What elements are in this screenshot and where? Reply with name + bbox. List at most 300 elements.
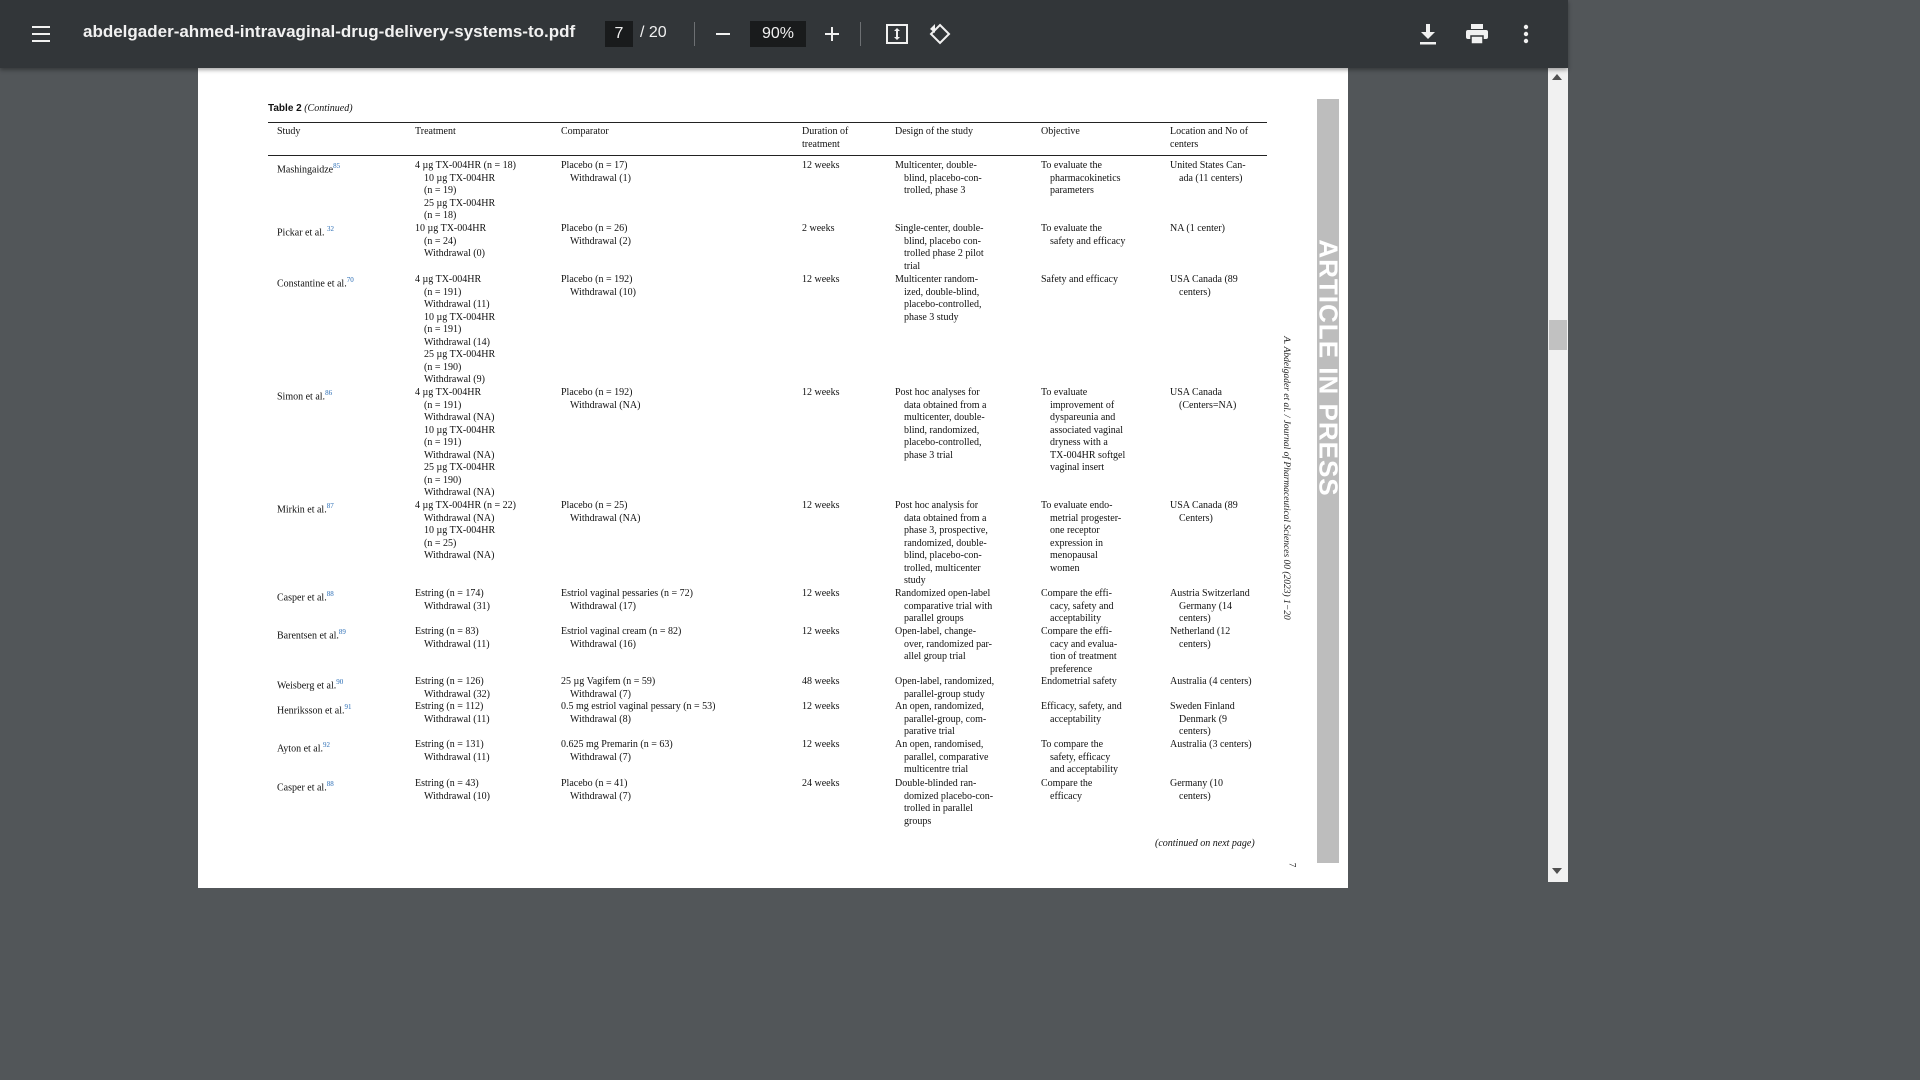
cell-comparator <box>561 588 693 613</box>
cell-line: trial <box>904 260 921 272</box>
cell-study <box>277 500 334 517</box>
cell-duration <box>802 223 835 236</box>
cell-line: Australia (4 centers) <box>1170 676 1252 687</box>
header-location: Location and No of centers <box>1170 126 1249 150</box>
hamburger-menu-icon[interactable] <box>24 18 58 50</box>
cell-line: (n = 19) <box>424 185 457 196</box>
cell-line: trolled, phase 3 <box>904 185 966 196</box>
cell-line: 25 µg TX-004HR <box>424 349 496 360</box>
cell-line: Double-blinded ran- <box>895 778 977 789</box>
cell-line: centers) <box>1179 286 1211 298</box>
cell-line: 12 weeks <box>802 701 840 712</box>
cell-line: vaginal insert <box>1050 462 1105 473</box>
cell-line: placebo-controlled, <box>904 437 982 448</box>
cell-line: centers) <box>1179 726 1211 737</box>
cell-line: Withdrawal (14) <box>424 336 490 348</box>
reference-link[interactable]: 86 <box>325 389 333 397</box>
cell-comparator <box>561 701 716 726</box>
cell-line: Estring (n = 83) <box>415 626 479 637</box>
scrollbar-thumb[interactable] <box>1549 320 1567 350</box>
cell-line: trolled phase 2 pilot <box>904 248 984 259</box>
more-vertical-icon[interactable] <box>1512 20 1540 48</box>
cell-line: Placebo (n = 26) <box>561 223 628 234</box>
cell-line: 24 weeks <box>802 778 840 789</box>
cell-line: Estring (n = 112) <box>415 701 484 712</box>
header-comparator: Comparator <box>561 126 609 137</box>
cell-line: An open, randomised, <box>895 739 984 750</box>
cell-line: ada (11 centers) <box>1179 172 1243 184</box>
cell-line: blind, placebo-con- <box>904 550 982 561</box>
reference-link[interactable]: 85 <box>333 162 341 170</box>
reference-link[interactable]: 32 <box>326 225 334 233</box>
pdf-toolbar <box>0 0 1568 68</box>
cell-line: Placebo (n = 17) <box>561 160 628 171</box>
cell-line: 10 µg TX-004HR <box>424 172 496 184</box>
cell-line: ized, double-blind, <box>904 286 980 298</box>
cell-location <box>1170 387 1236 412</box>
cell-comparator <box>561 500 640 525</box>
rotate-icon[interactable] <box>926 20 954 48</box>
cell-line: efficacy <box>1050 790 1083 802</box>
cell-line: Withdrawal (1) <box>570 172 631 184</box>
cell-line: Withdrawal (11) <box>424 713 490 725</box>
cell-line: centers) <box>1179 613 1211 624</box>
page-number-input[interactable]: 7 <box>605 21 633 47</box>
cell-line: Withdrawal (0) <box>424 248 485 259</box>
cell-line: An open, randomized, <box>895 701 984 712</box>
cell-line: Withdrawal (NA) <box>424 512 495 524</box>
cell-line: parative trial <box>904 726 955 737</box>
cell-line: To evaluate the <box>1041 223 1102 234</box>
cell-line: Germany (14 <box>1179 600 1233 612</box>
cell-line: To compare the <box>1041 739 1104 750</box>
cell-line: Withdrawal (NA) <box>424 449 495 461</box>
cell-design <box>895 739 988 777</box>
cell-line: cacy and evalua- <box>1050 638 1118 650</box>
header-treatment: Treatment <box>415 126 456 137</box>
cell-line: Withdrawal (31) <box>424 600 490 612</box>
cell-comparator <box>561 387 640 412</box>
cell-location <box>1170 588 1250 626</box>
cell-line: Centers) <box>1179 512 1213 524</box>
cell-line: Denmark (9 <box>1179 713 1228 725</box>
cell-duration <box>802 701 840 714</box>
cell-line: 25 µg TX-004HR <box>424 462 496 473</box>
cell-study <box>277 739 330 756</box>
cell-study <box>277 778 334 795</box>
cell-line: phase 3 trial <box>904 449 953 461</box>
cell-treatment <box>415 223 486 261</box>
vertical-scrollbar[interactable] <box>1548 68 1568 882</box>
cell-line: comparative trial with <box>904 600 993 612</box>
cell-study <box>277 387 332 404</box>
print-icon[interactable] <box>1463 20 1491 48</box>
cell-line: Efficacy, safety, and <box>1041 701 1122 712</box>
cell-line: centers) <box>1179 790 1211 802</box>
cell-line: 0.5 mg estriol vaginal pessary (n = 53) <box>561 701 716 712</box>
cell-line: 12 weeks <box>802 626 840 637</box>
cell-line: 4 µg TX-004HR <box>415 274 482 285</box>
cell-line: improvement of <box>1050 399 1115 411</box>
cell-design <box>895 500 988 588</box>
cell-line: USA Canada (89 <box>1170 274 1238 285</box>
cell-design <box>895 701 986 739</box>
cell-line: 0.625 mg Premarin (n = 63) <box>561 739 673 750</box>
cell-line: metrial progester- <box>1050 512 1122 524</box>
cell-line: Open-label, change- <box>895 626 977 637</box>
cell-line: Withdrawal (NA) <box>570 512 641 524</box>
file-title: abdelgader-ahmed-intravaginal-drug-delivery-systems-to.pdf <box>83 22 576 41</box>
cell-line: women <box>1050 562 1080 574</box>
cell-line: placebo-controlled, <box>904 299 982 310</box>
cell-line: Estriol vaginal pessaries (n = 72) <box>561 588 693 599</box>
cell-line: trolled, multicenter <box>904 562 981 574</box>
cell-line: (n = 190) <box>424 361 462 373</box>
cell-duration <box>802 274 840 287</box>
cell-line: (n = 190) <box>424 474 462 486</box>
cell-comparator <box>561 778 631 803</box>
cell-line: and acceptability <box>1050 764 1119 775</box>
cell-comparator <box>561 160 631 185</box>
cell-line: Compare the effi- <box>1041 626 1112 637</box>
cell-line: 10 µg TX-004HR <box>424 311 496 323</box>
cell-line: Withdrawal (32) <box>424 688 490 700</box>
cell-line: parallel groups <box>904 613 964 624</box>
cell-line: randomized, double- <box>904 537 987 549</box>
cell-line: (n = 191) <box>424 437 462 448</box>
cell-line: Post hoc analysis for <box>895 500 979 511</box>
cell-line: parallel, comparative <box>904 751 989 763</box>
study-name: Pickar et al. <box>277 227 327 239</box>
cell-line: blind, randomized, <box>904 424 980 436</box>
cell-objective <box>1041 387 1125 475</box>
cell-line: Withdrawal (7) <box>570 688 631 700</box>
cell-line: 4 µg TX-004HR (n = 22) <box>415 500 516 511</box>
cell-line: Randomized open-label <box>895 588 991 599</box>
cell-line: Multicenter, double- <box>895 160 977 171</box>
cell-line: dyspareunia and <box>1050 412 1116 423</box>
cell-treatment <box>415 500 516 563</box>
cell-duration <box>802 626 840 639</box>
cell-treatment <box>415 160 516 223</box>
cell-study <box>277 223 334 240</box>
cell-line: parameters <box>1050 185 1094 196</box>
cell-study <box>277 626 346 643</box>
cell-line: To evaluate the <box>1041 160 1102 171</box>
reference-link[interactable]: 91 <box>344 703 352 711</box>
cell-design <box>895 626 992 664</box>
cell-line: Single-center, double- <box>895 223 984 234</box>
header-study: Study <box>277 126 301 137</box>
study-name: Weisberg et al. <box>277 680 337 692</box>
cell-location <box>1170 500 1238 525</box>
header-duration: Duration of treatment <box>802 126 849 150</box>
cell-line: allel group trial <box>904 651 966 662</box>
cell-line: Estring (n = 43) <box>415 778 479 789</box>
cell-line: USA Canada (89 <box>1170 500 1238 511</box>
cell-line: (n = 191) <box>424 399 462 411</box>
cell-line: 48 weeks <box>802 676 840 687</box>
cell-location <box>1170 778 1223 803</box>
cell-line: 25 µg TX-004HR <box>424 197 496 209</box>
cell-line: Compare the <box>1041 778 1093 789</box>
cell-comparator <box>561 676 655 701</box>
cell-line: blind, placebo-con- <box>904 172 982 184</box>
cell-line: TX-004HR softgel <box>1050 449 1126 461</box>
study-name: Ayton et al. <box>277 743 324 755</box>
cell-line: multicentre trial <box>904 764 969 775</box>
cell-line: Australia (3 centers) <box>1170 739 1252 750</box>
study-name: Henriksson et al. <box>277 705 345 717</box>
cell-line: 12 weeks <box>802 739 840 750</box>
cell-objective <box>1041 223 1125 248</box>
cell-line: Withdrawal (11) <box>424 299 490 310</box>
cell-line: Placebo (n = 41) <box>561 778 628 789</box>
cell-line: Post hoc analyses for <box>895 387 980 398</box>
cell-line: data obtained from a <box>904 399 987 411</box>
cell-line: one receptor <box>1050 525 1100 536</box>
cell-line: 12 weeks <box>802 274 840 285</box>
cell-line: (n = 191) <box>424 286 462 298</box>
cell-line: groups <box>904 815 932 827</box>
cell-study <box>277 701 352 718</box>
cell-line: trolled in parallel <box>904 803 973 814</box>
cell-design <box>895 778 993 828</box>
cell-location <box>1170 676 1252 689</box>
cell-line: Austria Switzerland <box>1170 588 1250 599</box>
cell-study <box>277 588 334 605</box>
cell-design <box>895 676 994 701</box>
cell-line: To evaluate endo- <box>1041 500 1113 511</box>
cell-design <box>895 588 992 626</box>
cell-line: Withdrawal (17) <box>570 600 636 612</box>
cell-treatment <box>415 739 490 764</box>
zoom-in-button[interactable] <box>818 20 846 48</box>
cell-line: 4 µg TX-004HR (n = 18) <box>415 160 516 171</box>
cell-location <box>1170 274 1238 299</box>
cell-comparator <box>561 223 631 248</box>
page-total: / 20 <box>640 24 667 41</box>
cell-line: domized placebo-con- <box>904 790 994 802</box>
fit-to-page-icon[interactable] <box>884 20 910 48</box>
cell-line: phase 3, prospective, <box>904 525 988 536</box>
study-name: Casper et al. <box>277 592 327 604</box>
cell-line: Estring (n = 126) <box>415 676 484 687</box>
cell-line: acceptability <box>1050 613 1102 624</box>
cell-line: data obtained from a <box>904 512 987 524</box>
cell-study <box>277 160 340 177</box>
cell-treatment <box>415 626 490 651</box>
cell-duration <box>802 500 840 513</box>
cell-study <box>277 676 343 693</box>
cell-line: Sweden Finland <box>1170 701 1235 712</box>
cell-line: Estring (n = 174) <box>415 588 484 599</box>
cell-objective <box>1041 701 1122 726</box>
cell-duration <box>802 387 840 400</box>
reference-link[interactable]: 88 <box>326 780 334 788</box>
cell-treatment <box>415 274 495 387</box>
cell-line: tion of treatment <box>1050 651 1117 662</box>
scroll-down-arrow-icon[interactable] <box>1552 868 1562 874</box>
cell-duration <box>802 676 840 689</box>
cell-line: Estring (n = 131) <box>415 739 484 750</box>
zoom-level-input[interactable]: 90% <box>750 21 806 47</box>
cell-comparator <box>561 626 681 651</box>
cell-location <box>1170 223 1225 236</box>
cell-line: Endometrial safety <box>1041 676 1117 687</box>
cell-line: dryness with a <box>1050 437 1108 448</box>
cell-line: blind, placebo con- <box>904 235 981 247</box>
cell-line: Netherland (12 <box>1170 626 1231 637</box>
cell-line: 12 weeks <box>802 500 840 511</box>
cell-objective <box>1041 739 1118 777</box>
cell-line: study <box>904 575 926 586</box>
cell-line: Withdrawal (7) <box>570 790 631 802</box>
toolbar-divider <box>860 22 861 46</box>
cell-design <box>895 223 984 273</box>
study-name: Constantine et al. <box>277 278 347 290</box>
cell-location <box>1170 739 1252 752</box>
study-name: Barentsen et al. <box>277 630 339 642</box>
reference-link[interactable]: 87 <box>326 502 334 510</box>
cell-line: 12 weeks <box>802 588 840 599</box>
cell-line: 12 weeks <box>802 387 840 398</box>
cell-line: (n = 18) <box>424 210 457 221</box>
cell-line: Withdrawal (NA) <box>570 399 641 411</box>
cell-line: Open-label, randomized, <box>895 676 995 687</box>
study-name: Casper et al. <box>277 782 327 794</box>
cell-line: acceptability <box>1050 713 1102 725</box>
study-name: Mirkin et al. <box>277 504 327 516</box>
cell-line: 4 µg TX-004HR <box>415 387 482 398</box>
cell-line: Withdrawal (8) <box>570 713 631 725</box>
cell-treatment <box>415 701 490 726</box>
cell-line: (n = 191) <box>424 324 462 335</box>
cell-line: Safety and efficacy <box>1041 274 1118 285</box>
minus-icon <box>716 33 730 35</box>
cell-line: NA (1 center) <box>1170 223 1225 234</box>
header-design: Design of the study <box>895 126 974 137</box>
cell-line: parallel-group, com- <box>904 713 987 725</box>
table-header-rule <box>268 155 1267 156</box>
pdf-page <box>198 68 1348 888</box>
cell-line: cacy, safety and <box>1050 600 1114 612</box>
cell-line: Withdrawal (16) <box>570 638 636 650</box>
cell-line: preference <box>1050 663 1093 675</box>
cell-line: associated vaginal <box>1050 424 1124 436</box>
cell-line: (n = 24) <box>424 235 457 247</box>
cell-location <box>1170 160 1246 185</box>
cell-line: Withdrawal (NA) <box>424 412 495 423</box>
cell-line: centers) <box>1179 638 1211 650</box>
reference-link[interactable]: 89 <box>338 628 346 636</box>
cell-line: Withdrawal (2) <box>570 235 631 247</box>
cell-treatment <box>415 588 490 613</box>
cell-comparator <box>561 274 636 299</box>
article-in-press-label: ARTICLE IN PRESS <box>1313 239 1344 497</box>
cell-objective <box>1041 588 1113 626</box>
cell-line: (Centers=NA) <box>1179 399 1237 411</box>
cell-objective <box>1041 778 1092 803</box>
cell-treatment <box>415 778 490 803</box>
reference-link[interactable]: 92 <box>323 741 331 749</box>
cell-objective <box>1041 274 1118 287</box>
reference-link[interactable]: 88 <box>326 590 334 598</box>
cell-design <box>895 160 982 198</box>
cell-location <box>1170 626 1230 651</box>
cell-objective <box>1041 160 1121 198</box>
cell-duration <box>802 160 840 173</box>
cell-line: Withdrawal (11) <box>424 638 490 650</box>
cell-line: Multicenter random- <box>895 274 979 285</box>
cell-objective <box>1041 500 1121 575</box>
running-head: A. Abdelgader et al. / Journal of Pharmaceutical Sciences 00 (2023) 1−20 <box>1281 336 1291 620</box>
cell-line: USA Canada <box>1170 387 1222 398</box>
cell-line: Estriol vaginal cream (n = 82) <box>561 626 682 637</box>
study-name: Mashingaidze <box>277 164 334 176</box>
cell-line: phase 3 study <box>904 311 959 323</box>
cell-comparator <box>561 739 673 764</box>
page-number: 7 <box>1287 862 1298 868</box>
reference-link[interactable]: 70 <box>346 276 354 284</box>
reference-link[interactable]: 90 <box>336 678 344 686</box>
cell-line: Placebo (n = 192) <box>561 274 633 285</box>
study-name: Simon et al. <box>277 391 326 403</box>
cell-line: United States Can- <box>1170 160 1246 171</box>
cell-line: safety and efficacy <box>1050 235 1126 247</box>
scroll-up-arrow-icon[interactable] <box>1552 74 1562 80</box>
cell-line: 2 weeks <box>802 223 835 234</box>
table-top-rule <box>268 122 1267 123</box>
cell-design <box>895 274 981 324</box>
cell-duration <box>802 778 840 791</box>
cell-line: Compare the effi- <box>1041 588 1112 599</box>
cell-duration <box>802 739 840 752</box>
zoom-out-button[interactable] <box>710 20 736 48</box>
cell-line: Withdrawal (7) <box>570 751 631 763</box>
cell-line: 25 µg Vagifem (n = 59) <box>561 676 656 687</box>
cell-line: Placebo (n = 25) <box>561 500 628 511</box>
cell-location <box>1170 701 1235 739</box>
cell-line: safety, efficacy <box>1050 751 1111 763</box>
table-caption: Table 2 (Continued) <box>268 103 353 114</box>
cell-line: 10 µg TX-004HR <box>424 525 496 536</box>
cell-line: 10 µg TX-004HR <box>415 223 487 234</box>
cell-line: Withdrawal (11) <box>424 751 490 763</box>
cell-line: Withdrawal (10) <box>424 790 490 802</box>
cell-line: Germany (10 <box>1170 778 1224 789</box>
cell-objective <box>1041 626 1117 676</box>
cell-design <box>895 387 986 462</box>
cell-line: menopausal <box>1050 550 1098 561</box>
cell-line: Withdrawal (9) <box>424 374 485 385</box>
toolbar-divider <box>694 22 695 46</box>
cell-duration <box>802 588 840 601</box>
cell-line: over, randomized par- <box>904 638 992 650</box>
cell-line: (n = 25) <box>424 537 457 549</box>
cell-objective <box>1041 676 1117 689</box>
download-icon[interactable] <box>1414 20 1442 48</box>
cell-line: pharmacokinetics <box>1050 172 1121 184</box>
cell-line: Withdrawal (NA) <box>424 487 495 498</box>
cell-study <box>277 274 354 291</box>
cell-treatment <box>415 676 490 701</box>
cell-treatment <box>415 387 495 500</box>
cell-line: multicenter, double- <box>904 412 985 423</box>
cell-line: To evaluate <box>1041 387 1088 398</box>
cell-line: Withdrawal (NA) <box>424 550 495 561</box>
cell-line: Withdrawal (10) <box>570 286 636 298</box>
